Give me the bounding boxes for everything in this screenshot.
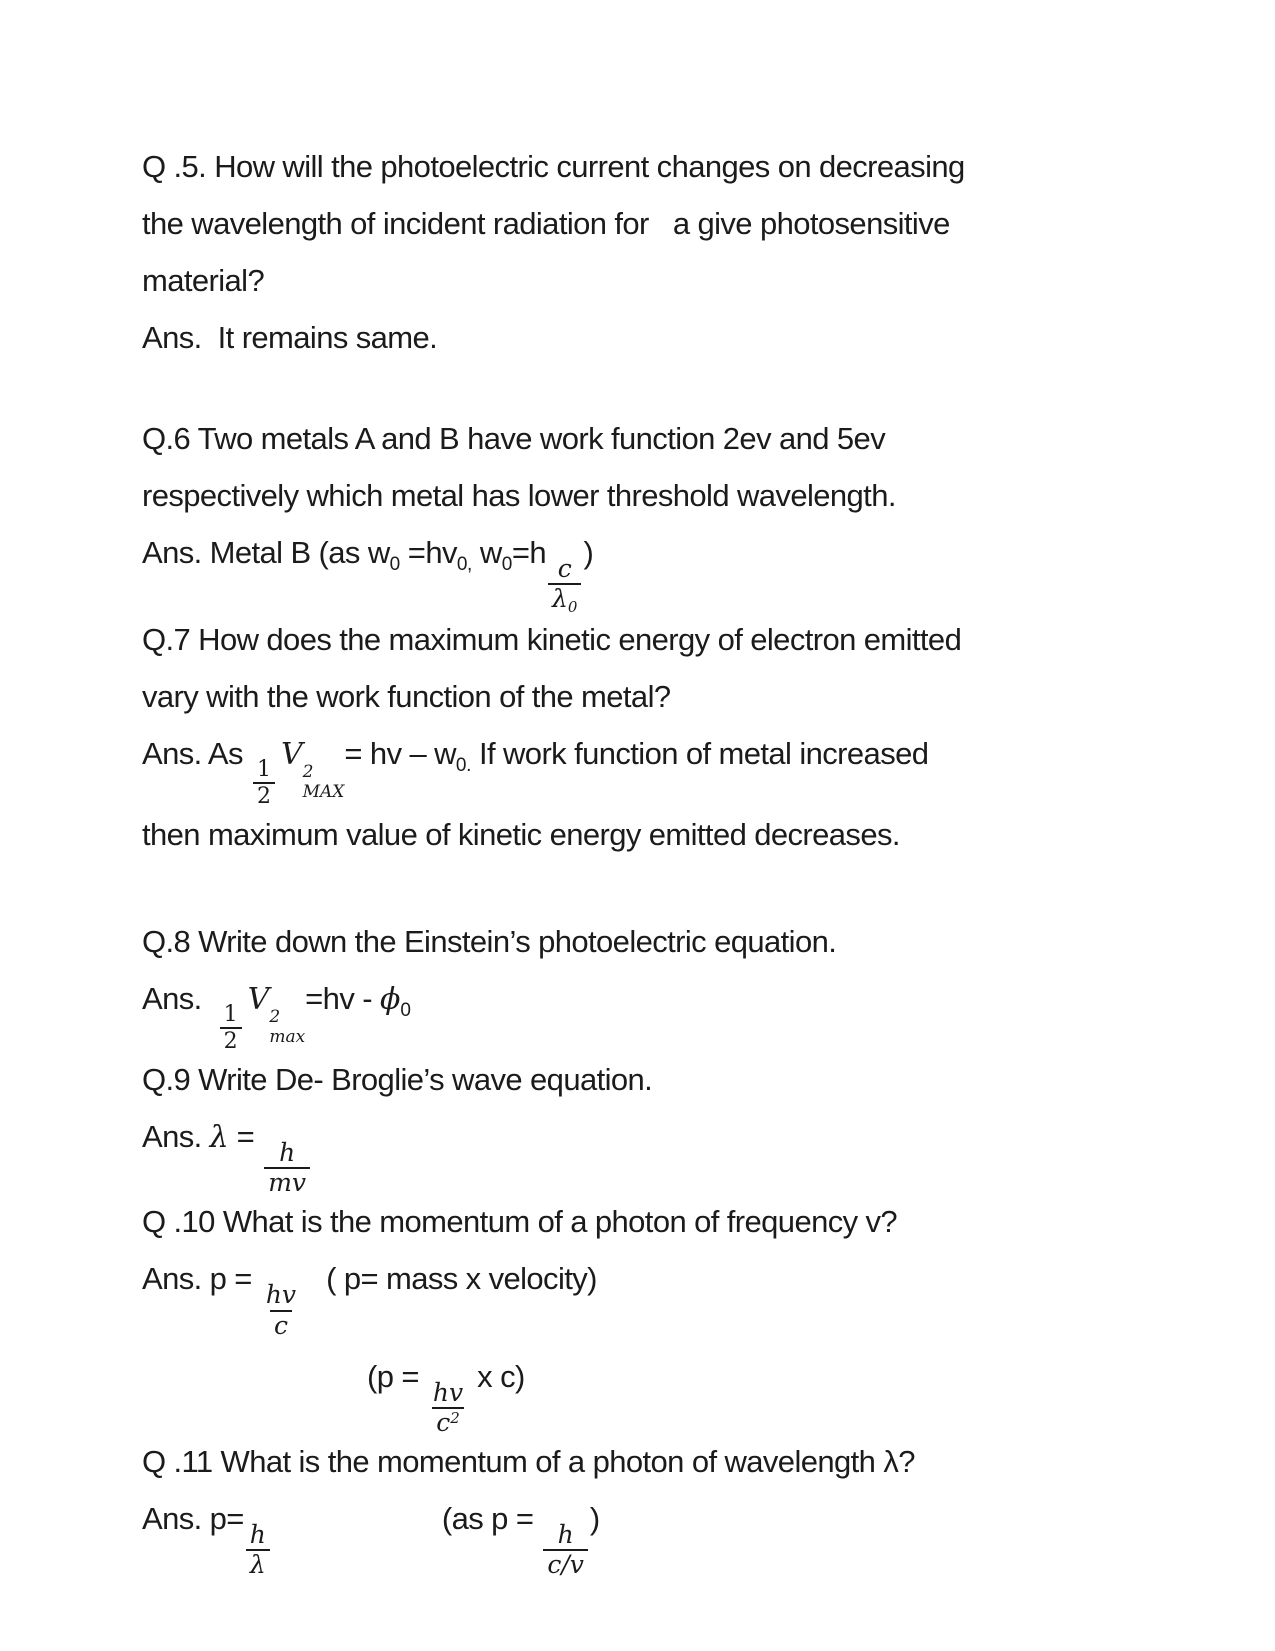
- text-run: (p =: [367, 1358, 427, 1394]
- super-subscript-stack: [303, 761, 345, 805]
- text-run: Ans. Metal B (as w: [142, 535, 390, 570]
- q10-answer-line-2: [367, 1348, 1142, 1437]
- q5-answer: Ans. It remains same.: [142, 320, 438, 355]
- q7-answer: [142, 725, 1142, 810]
- subscript: 0: [567, 598, 578, 617]
- fraction-h-over-mv: [264, 1138, 310, 1198]
- q6-answer: [142, 524, 1142, 617]
- text-run: w: [471, 535, 502, 570]
- lambda-symbol: λ: [209, 1120, 229, 1156]
- fraction-denominator: λ: [246, 1549, 270, 1578]
- text-run: = hv – w: [344, 736, 456, 771]
- math-variable: V: [247, 982, 270, 1018]
- text-run: λ: [552, 584, 568, 614]
- text-run: (as p =: [441, 1500, 542, 1536]
- fraction-denominator: 2: [253, 782, 275, 808]
- q5-line-3: material?: [142, 263, 265, 298]
- fraction-denominator: c/v: [543, 1549, 588, 1578]
- text-run: =hv: [399, 535, 457, 570]
- q9-answer: [142, 1108, 1142, 1198]
- fraction-numerator: h: [279, 1138, 296, 1168]
- q9-line-1: Q.9 Write De- Broglie’s wave equation.: [142, 1062, 653, 1098]
- text-run: Ans. p=: [142, 1500, 244, 1536]
- text-run: ): [583, 535, 594, 570]
- q6-line-1: Q.6 Two metals A and B have work function 2ev and 5ev: [142, 421, 886, 456]
- q11-answer: [142, 1490, 1142, 1580]
- text-run: Ans.: [142, 1119, 210, 1155]
- text-run: Ans. As: [142, 736, 251, 771]
- text-run: =h: [511, 535, 547, 570]
- superscript: 2: [450, 1408, 460, 1427]
- subscript: 0: [400, 1000, 411, 1022]
- fraction-numerator: h: [557, 1519, 574, 1549]
- fraction-numerator: hv: [432, 1377, 464, 1407]
- fraction-numerator: h: [249, 1519, 266, 1549]
- fraction-denominator: [432, 1407, 464, 1436]
- fraction-denominator: mv: [264, 1167, 310, 1196]
- text-run: c: [436, 1407, 451, 1437]
- subscript: 0: [389, 554, 400, 575]
- q8-line-1: Q.8 Write down the Einstein’s photoelectric equation.: [142, 924, 837, 960]
- fraction-h-over-c-by-v: [543, 1519, 588, 1580]
- superscript: 2: [269, 1007, 281, 1028]
- fraction-numerator: 1: [256, 757, 271, 782]
- text-run: x c): [469, 1358, 525, 1394]
- q5-line-1: Q .5. How will the photoelectric current changes on decreasing: [142, 149, 965, 184]
- math-variable: V: [280, 737, 303, 772]
- fraction-one-half: [220, 1002, 242, 1055]
- fraction-numerator: hv: [265, 1280, 297, 1310]
- text-run: =: [228, 1119, 263, 1155]
- q10-answer: [142, 1250, 1142, 1340]
- subscript: max: [269, 1026, 306, 1047]
- fraction-numerator: 1: [223, 1002, 238, 1028]
- superscript: 2: [302, 762, 314, 782]
- q8-answer: [142, 970, 1142, 1055]
- super-subscript-stack: [269, 1006, 305, 1050]
- subscript: 0: [501, 554, 512, 575]
- subscript: MAX: [302, 781, 345, 802]
- fraction-denominator: c: [270, 1310, 292, 1339]
- text-run: Ans. p =: [142, 1261, 260, 1297]
- text-run: Ans.: [142, 981, 218, 1017]
- text-run: If work function of metal increased: [470, 736, 929, 771]
- subscript: 0,: [456, 554, 472, 575]
- paragraph-gap: [142, 366, 1142, 410]
- fraction-h-over-lambda: [246, 1519, 270, 1580]
- q7-line-1: Q.7 How does the maximum kinetic energy of electron emitted: [142, 622, 962, 657]
- fraction-c-over-lambda0: [548, 554, 581, 617]
- q6-line-2: respectively which metal has lower threshold wavelength.: [142, 478, 896, 513]
- fraction-hv-over-c2: [429, 1377, 467, 1437]
- fraction-denominator: 2: [220, 1027, 242, 1053]
- text-run: =hv -: [305, 981, 380, 1017]
- q10-line-1: Q .10 What is the momentum of a photon of frequency v?: [142, 1204, 898, 1240]
- fraction-hv-over-c: [262, 1280, 300, 1340]
- q7-answer-line-2: then maximum value of kinetic energy emitted decreases.: [142, 817, 900, 853]
- document-content: [142, 138, 1142, 1580]
- fraction-one-half: [253, 757, 275, 810]
- phi-symbol: ϕ: [379, 982, 401, 1018]
- paragraph-gap: [142, 863, 1142, 913]
- text-run: ( p= mass x velocity): [302, 1261, 597, 1297]
- subscript: 0.: [455, 755, 471, 776]
- fraction-numerator: c: [557, 554, 572, 583]
- q7-line-2: vary with the work function of the metal?: [142, 679, 671, 714]
- q11-line-1: Q .11 What is the momentum of a photon of wavelength λ?: [142, 1443, 915, 1479]
- q5-line-2: the wavelength of incident radiation for a give photosensitive: [142, 206, 950, 241]
- text-run: ): [589, 1500, 600, 1536]
